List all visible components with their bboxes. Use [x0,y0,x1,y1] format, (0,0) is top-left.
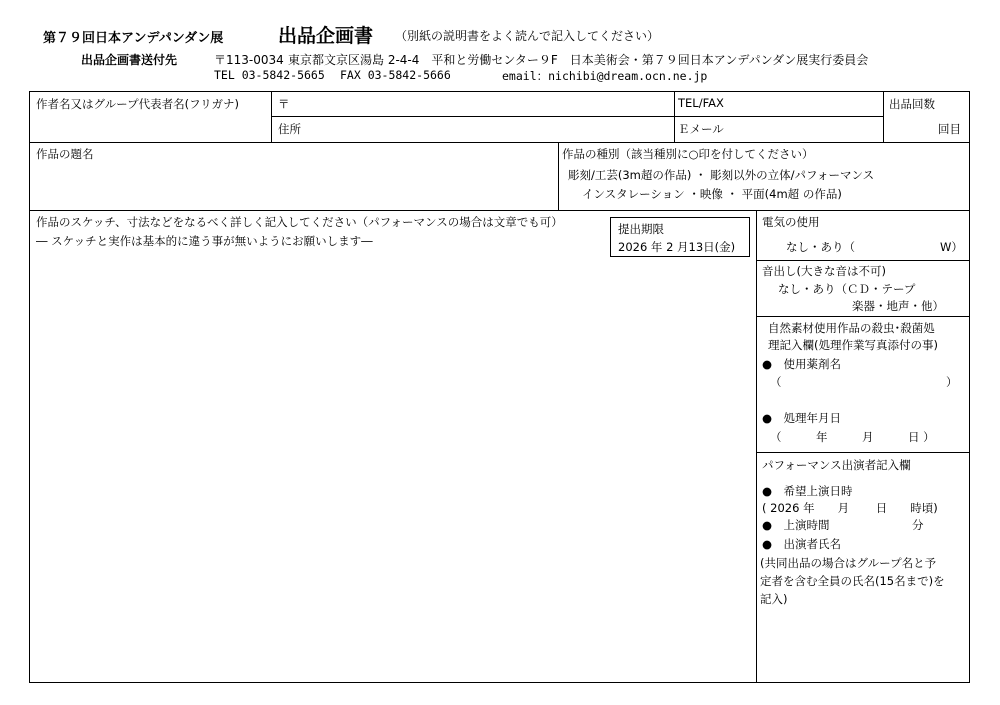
work-title-label: 作品の題名 [36,147,94,161]
email-label: Ｅメール [678,122,724,136]
performance-duration-unit: 分 [912,518,924,532]
deadline-label: 提出期限 [618,222,664,236]
telfax-divider [674,116,883,117]
deadline-date: 2026 年 2 月13日(金) [618,240,736,254]
row-divider-1 [29,142,970,143]
send-to-label: 出品企画書送付先 [81,53,178,67]
sketch-instruction-2: ― スケッチと実作は基本的に違う事が無いようにお願いします― [36,234,373,248]
row1-col-divider-1 [271,91,272,142]
work-type-options-2: インスタレーション ・映像 ・ 平面(4m超 の作品) [582,187,842,201]
natural-material-note-2: 理記入欄(処理作業写真添付の事) [768,338,938,352]
entry-count-label: 出品回数 [889,97,935,111]
side-divider-2 [756,316,970,317]
row2-col-divider [558,142,559,210]
entry-count-unit: 回目 [938,122,961,136]
side-divider-3 [756,452,970,453]
form-instruction: （別紙の説明書をよく読んで記入してください） [395,29,660,43]
group-note-3: 記入) [760,592,788,606]
row-divider-2 [29,210,970,211]
sound-label: 音出し(大きな音は不可) [762,264,886,278]
power-use-label: 電気の使用 [762,215,820,229]
group-note-1: (共同出品の場合はグループ名と予 [760,556,937,570]
telfax-label: TEL/FAX [678,96,724,110]
address-label: 住所 [278,122,301,136]
send-to-email: email：nichibi@dream.ocn.ne.jp [502,69,708,83]
performer-name-label: ● 出演者氏名 [762,537,842,551]
sketch-instruction-1: 作品のスケッチ、寸法などをなるべく詳しく記入してください（パフォーマンスの場合は文章でも可） [36,215,563,229]
row1-col-divider-2 [674,91,675,142]
form-title: 出品企画書 [278,25,374,47]
group-note-2: 定者を含む全員の氏名(15名まで)を [760,574,945,588]
sound-options-1: なし・あり（ＣＤ・テープ [778,282,916,296]
send-to-tel: TEL 03-5842-5665 [214,68,325,82]
exhibition-name: 第７９回日本アンデパンダン展 [43,31,224,46]
power-use-unit: W） [940,240,963,254]
send-to-postal: 〒113-0034 [214,53,284,67]
side-divider-1 [756,260,970,261]
chemical-name-close: ） [946,375,958,389]
power-use-value: なし・あり（ [786,240,855,254]
preferred-datetime-fields: ( 2026 年 月 日 時頃) [762,501,938,515]
natural-material-note-1: 自然素材使用作品の殺虫･殺菌処 [768,321,935,335]
row1-col-divider-3 [883,91,884,142]
chemical-name-open: （ [770,375,782,389]
sound-options-2: 楽器・地声・他） [852,299,944,313]
performance-duration-label: ● 上演時間 [762,518,830,532]
address-divider [271,116,674,117]
author-name-label: 作者名又はグループ代表者名(フリガナ) [36,97,239,111]
treatment-date-label: ● 処理年月日 [762,411,842,425]
chemical-name-label: ● 使用薬剤名 [762,357,842,371]
side-column-divider [756,210,757,683]
performance-section-title: パフォーマンス出演者記入欄 [762,458,911,472]
postal-mark: 〒 [278,97,290,111]
work-type-options-1: 彫刻/工芸(3m超の作品) ・ 彫刻以外の立体/パフォーマンス [568,168,875,182]
work-type-label: 作品の種別（該当種別に○印を付してください） [562,147,814,161]
send-to-address: 東京都文京区湯島 2-4-4 平和と労働センター９F 日本美術会・第７９回日本アンデパンダン展実行委員会 [288,53,869,67]
send-to-fax: FAX 03-5842-5666 [340,68,451,82]
preferred-datetime-label: ● 希望上演日時 [762,484,853,498]
treatment-date-fields: （ 年 月 日 ） [770,430,935,444]
